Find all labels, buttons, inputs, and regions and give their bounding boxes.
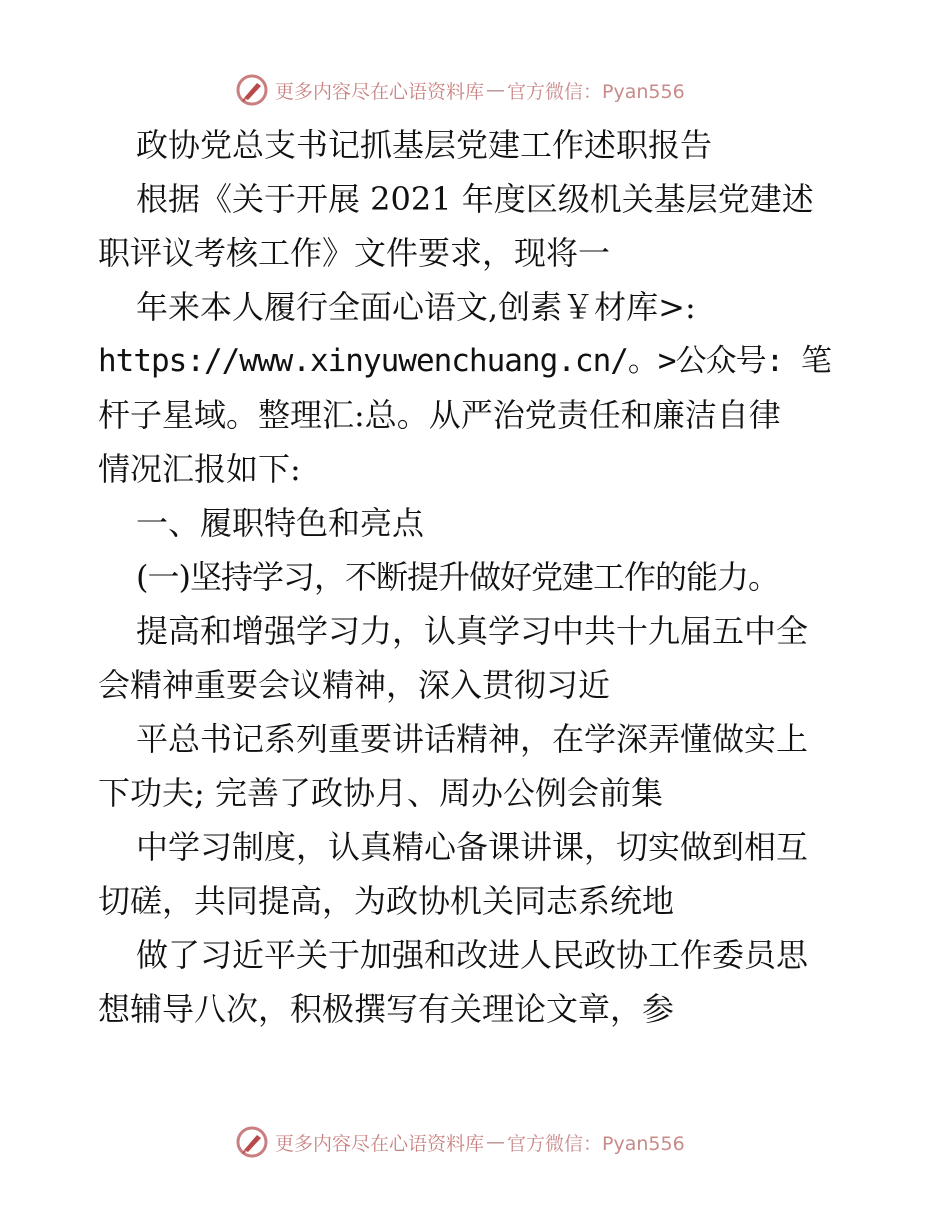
paragraph-line: 情况汇报如下: xyxy=(98,450,301,488)
paragraph-line: 杆子星域。整理汇:总。从严治党责任和廉洁自律 xyxy=(98,396,781,434)
paragraph-line: 想辅导八次，积极撰写有关理论文章，参 xyxy=(98,990,675,1028)
watermark-text: 更多内容尽在心语资料库 xyxy=(275,80,485,103)
subsection-heading: (一)坚持学习，不断提升做好党建工作的能力。 xyxy=(136,558,779,596)
watermark-text: 更多内容尽在心语资料库 xyxy=(275,1132,485,1155)
paragraph-line: 切磋，共同提高，为政协机关同志系统地 xyxy=(98,882,675,920)
paragraph-line: 职评议考核工作》文件要求，现将一 xyxy=(98,234,611,272)
paragraph-line: 年来本人履行全面心语文,创素￥材库>: xyxy=(136,288,696,326)
pen-seal-icon xyxy=(235,73,269,107)
paragraph-line: 提高和增强学习力，认真学习中共十九届五中全 xyxy=(136,612,809,650)
paragraph-line: 平总书记系列重要讲话精神，在学深弄懂做实上 xyxy=(136,720,809,758)
watermark-wechat: 官方微信：Pyan556 xyxy=(507,80,685,103)
paragraph-line-url: https://www.xinyuwenchuang.cn/。>公众号: 笔 xyxy=(98,343,831,379)
paragraph-line: 做了习近平关于加强和改进人民政协工作委员思 xyxy=(136,936,809,974)
watermark-footer xyxy=(235,1122,755,1162)
document-body xyxy=(98,118,858,1036)
section-heading: 一、履职特色和亮点 xyxy=(136,504,425,542)
watermark-separator: — xyxy=(486,79,506,101)
watermark-header xyxy=(235,70,755,110)
paragraph-line: 会精神重要会议精神，深入贯彻习近 xyxy=(98,666,611,704)
watermark-wechat: 官方微信：Pyan556 xyxy=(507,1132,685,1155)
document-title: 政协党总支书记抓基层党建工作述职报告 xyxy=(136,126,713,164)
watermark-separator: — xyxy=(486,1131,506,1153)
pen-seal-icon xyxy=(235,1125,269,1159)
paragraph-line: 下功夫; 完善了政协月、周办公例会前集 xyxy=(98,774,663,812)
paragraph-line: 根据《关于开展 2021 年度区级机关基层党建述 xyxy=(136,180,814,218)
paragraph-line: 中学习制度，认真精心备课讲课，切实做到相互 xyxy=(136,828,809,866)
